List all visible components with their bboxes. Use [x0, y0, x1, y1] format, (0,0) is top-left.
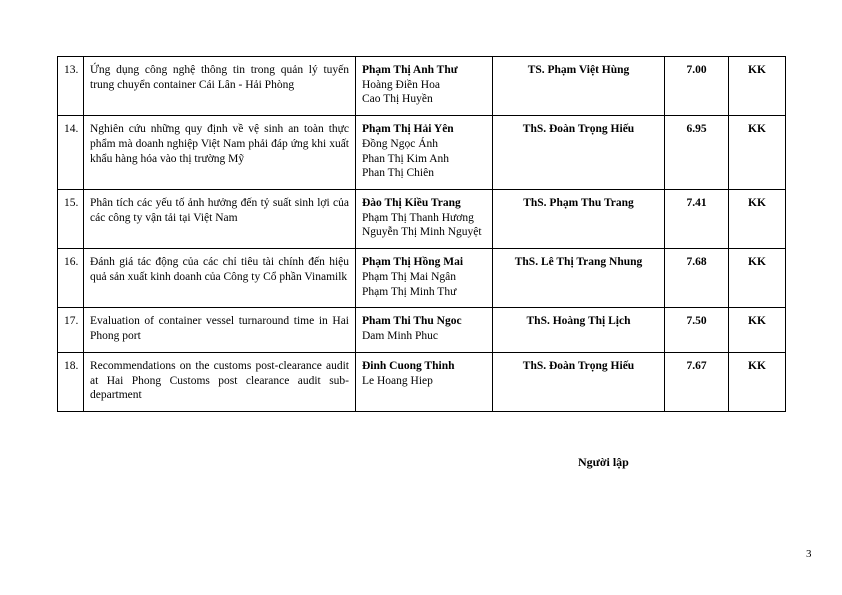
row-authors — [356, 249, 493, 308]
author-member: Đồng Ngọc Ánh — [362, 137, 439, 150]
table-row — [58, 116, 786, 190]
row-award: KK — [729, 57, 786, 116]
author-lead: Phạm Thị Hồng Mai — [362, 256, 464, 269]
row-title: Evaluation of container vessel turnaround time in Hai Phong port — [84, 308, 356, 352]
row-authors — [356, 190, 493, 249]
author-member: Phạm Thị Thanh Hương — [362, 211, 474, 224]
row-title: Đánh giá tác động của các chỉ tiêu tài chính đến hiệu quả sản xuất kinh doanh của Công ty Cổ phần Vinamilk — [84, 249, 356, 308]
row-award: KK — [729, 116, 786, 190]
row-title: Nghiên cứu những quy định về vệ sinh an toàn thực phẩm mà doanh nghiệp Việt Nam phải đáp ứng khi xuất khẩu hàng hóa vào thị trường Mỹ — [84, 116, 356, 190]
row-supervisor: ThS. Hoàng Thị Lịch — [493, 308, 665, 352]
table-row — [58, 249, 786, 308]
row-authors — [356, 352, 493, 411]
author-lead: Phạm Thị Hải Yên — [362, 123, 454, 136]
table-row — [58, 190, 786, 249]
row-authors — [356, 308, 493, 352]
table-row — [58, 57, 786, 116]
row-supervisor: ThS. Đoàn Trọng Hiếu — [493, 352, 665, 411]
row-award: KK — [729, 249, 786, 308]
author-member: Phan Thị Chiên — [362, 167, 434, 180]
row-number: 17. — [58, 308, 84, 352]
row-award: KK — [729, 352, 786, 411]
row-supervisor: TS. Phạm Việt Hùng — [493, 57, 665, 116]
author-member: Hoàng Điền Hoa — [362, 78, 440, 91]
author-member: Cao Thị Huyền — [362, 93, 433, 106]
row-number: 13. — [58, 57, 84, 116]
author-member: Dam Minh Phuc — [362, 330, 439, 343]
author-lead: Phạm Thị Anh Thư — [362, 64, 458, 76]
author-member: Phạm Thị Minh Thư — [362, 285, 457, 298]
row-title: Ứng dụng công nghệ thông tin trong quản lý tuyến trung chuyển container Cái Lân - Hải Phòng — [84, 57, 356, 116]
row-authors — [356, 116, 493, 190]
row-number: 14. — [58, 116, 84, 190]
author-lead: Đinh Cuong Thinh — [362, 359, 455, 372]
row-score: 7.68 — [665, 249, 729, 308]
page-number: 3 — [806, 548, 812, 560]
row-score: 7.50 — [665, 308, 729, 352]
award-table-body — [58, 57, 786, 412]
signer-label: Người lập — [578, 455, 629, 469]
row-title: Phân tích các yếu tố ảnh hưởng đến tỷ suất sinh lợi của các công ty vận tải tại Việt Nam — [84, 190, 356, 249]
row-supervisor: ThS. Phạm Thu Trang — [493, 190, 665, 249]
row-number: 16. — [58, 249, 84, 308]
author-lead: Pham Thi Thu Ngoc — [362, 315, 462, 328]
row-authors — [356, 57, 493, 116]
row-award: KK — [729, 308, 786, 352]
table-row — [58, 352, 786, 411]
row-supervisor: ThS. Lê Thị Trang Nhung — [493, 249, 665, 308]
author-member: Phan Thị Kim Anh — [362, 152, 450, 165]
table-row — [58, 308, 786, 352]
author-member: Phạm Thị Mai Ngân — [362, 270, 457, 283]
row-title: Recommendations on the customs post-clearance audit at Hai Phong Customs post clearance audit sub-department — [84, 352, 356, 411]
row-score: 7.41 — [665, 190, 729, 249]
award-table — [57, 56, 786, 412]
author-lead: Đào Thị Kiều Trang — [362, 197, 461, 210]
author-member: Nguyễn Thị Minh Nguyệt — [362, 226, 482, 239]
row-award: KK — [729, 190, 786, 249]
row-number: 18. — [58, 352, 84, 411]
row-score: 7.67 — [665, 352, 729, 411]
row-number: 15. — [58, 190, 84, 249]
row-supervisor: ThS. Đoàn Trọng Hiếu — [493, 116, 665, 190]
row-score: 7.00 — [665, 57, 729, 116]
row-score: 6.95 — [665, 116, 729, 190]
author-member: Le Hoang Hiep — [362, 374, 433, 387]
